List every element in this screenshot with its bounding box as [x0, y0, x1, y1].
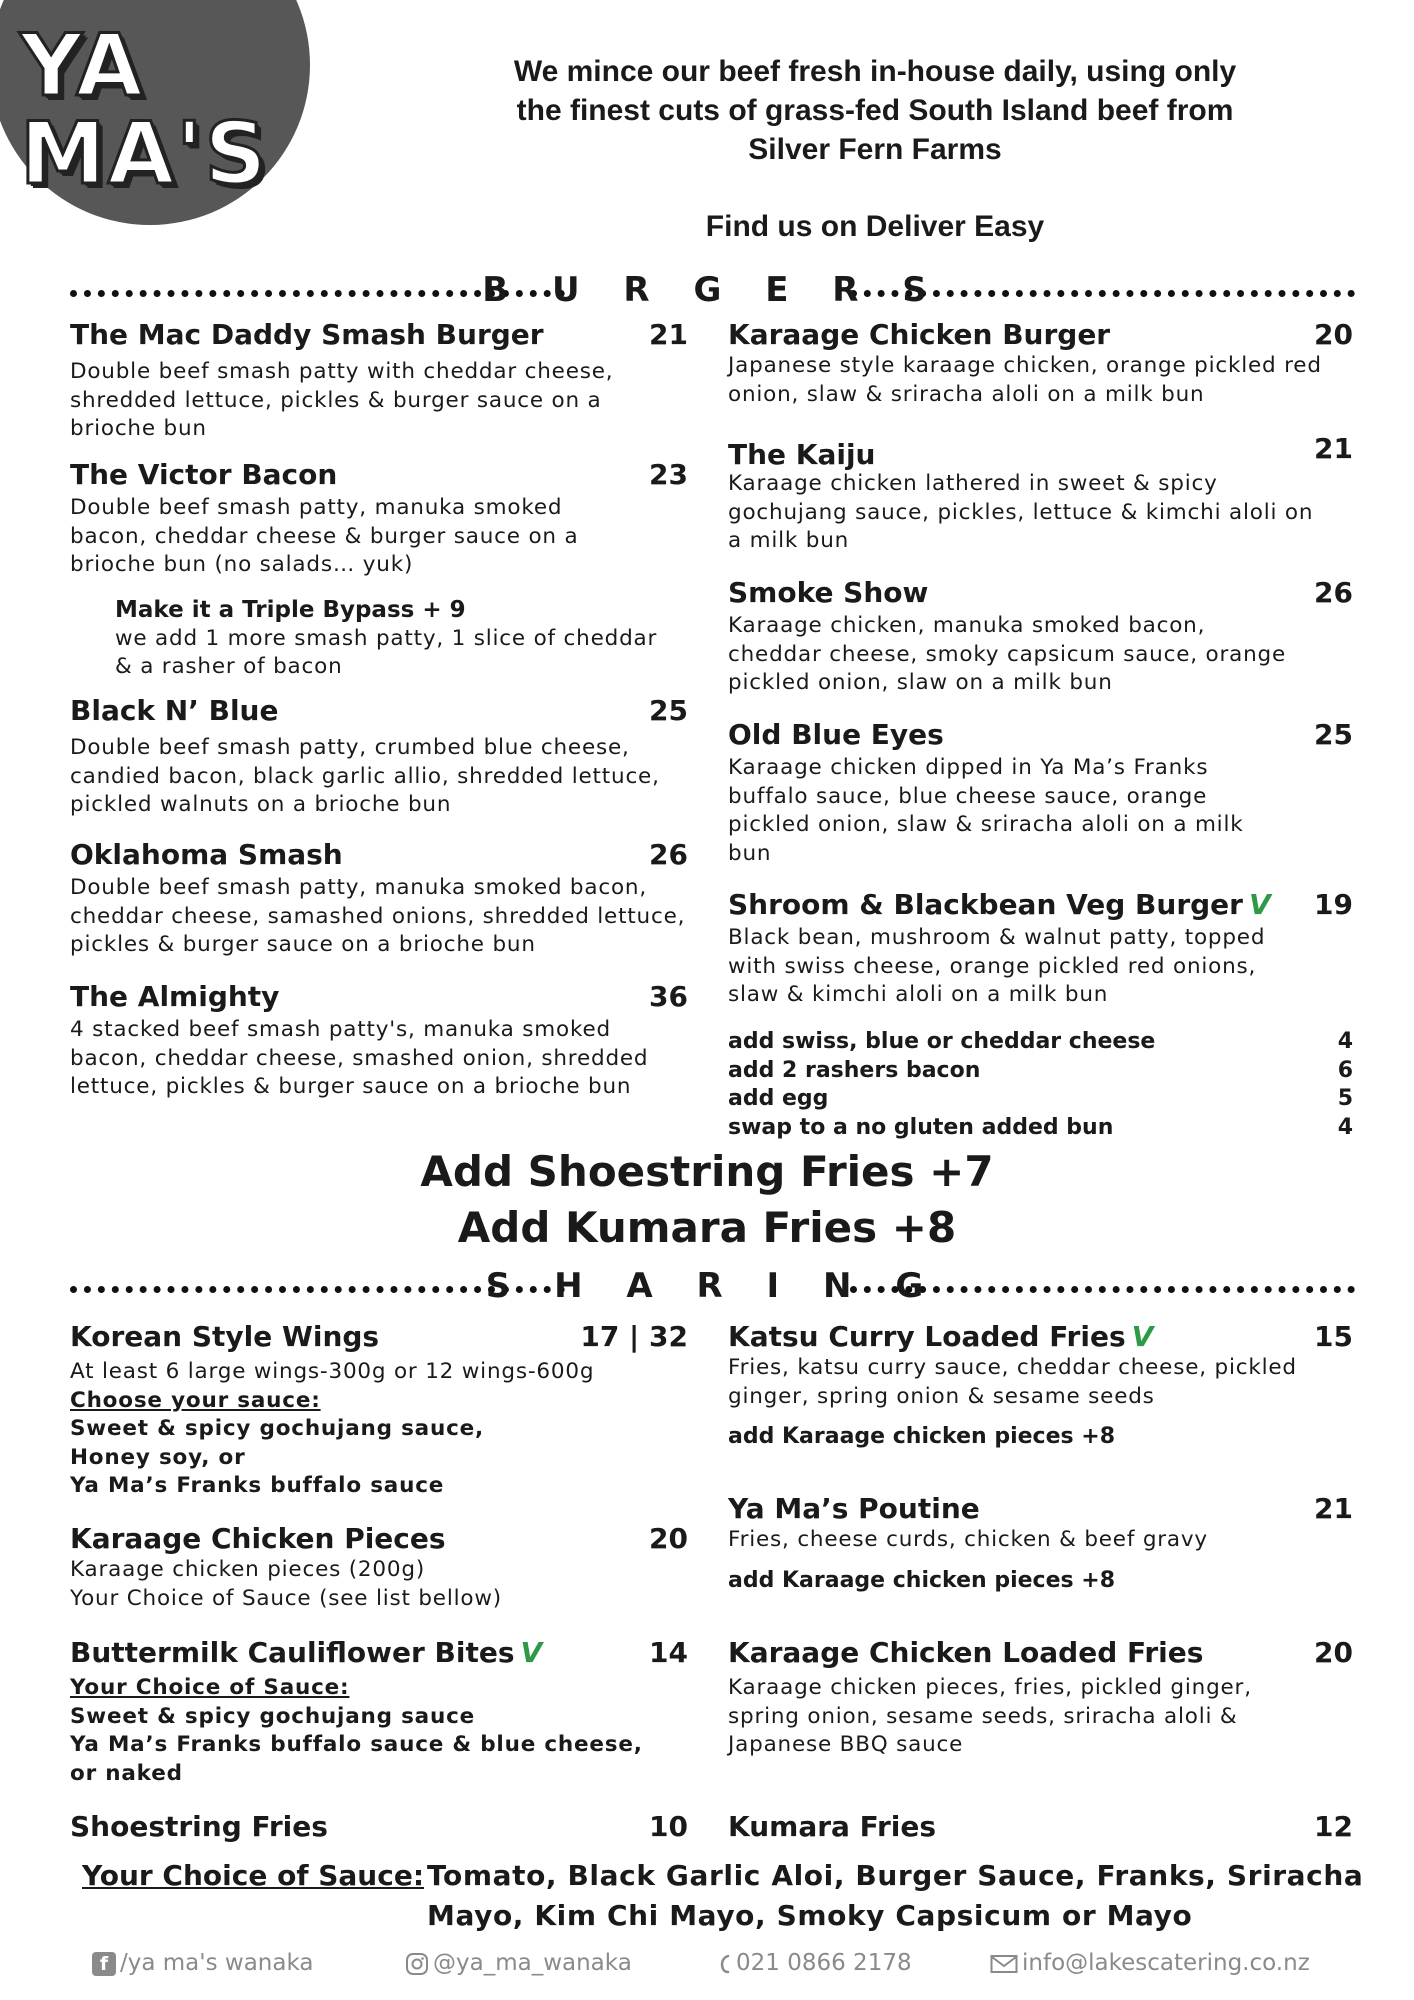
email-icon	[990, 1954, 1018, 1974]
item-price: 21	[1314, 432, 1353, 465]
facebook-contact[interactable]	[92, 1950, 313, 1980]
menu-item-mac-daddy	[70, 318, 688, 444]
menu-item-poutine	[728, 1492, 1353, 1595]
item-name: The Mac Daddy Smash Burger	[70, 318, 544, 351]
menu-item-korean-wings	[70, 1320, 688, 1501]
sharing-section-header	[70, 1266, 1355, 1306]
email-address: info@lakescatering.co.nz	[1022, 1950, 1310, 1976]
menu-item-old-blue-eyes	[728, 718, 1353, 868]
burgers-section-header	[70, 270, 1355, 310]
item-description: At least 6 large wings-300g or 12 wings-600g	[70, 1359, 595, 1384]
item-description: Double beef smash patty, manuka smoked bacon, cheddar cheese, samashed onions, shredded lettuce, pickles & burger sauce on a brioche bun	[70, 875, 686, 957]
extra-label: add swiss, blue or cheddar cheese	[728, 1029, 1156, 1054]
sauce-option: Ya Ma’s Franks buffalo sauce	[70, 1473, 445, 1498]
item-description: Karaage chicken dipped in Ya Ma’s Franks buffalo sauce, blue cheese sauce, orange pickled onion, slaw & sriracha aloli on a milk bun	[728, 755, 1244, 866]
vegetarian-icon: V	[1131, 1320, 1154, 1353]
item-name: Oklahoma Smash	[70, 838, 343, 871]
item-description: Japanese style karaage chicken, orange pickled red onion, slaw & sriracha aloli on a milk bun	[728, 353, 1322, 407]
item-description: Karaage chicken pieces, fries, pickled ginger, spring onion, sesame seeds, sriracha aloli & Japanese BBQ sauce	[728, 1675, 1252, 1757]
extra-label: add egg	[728, 1086, 829, 1111]
item-price: 10	[649, 1810, 688, 1843]
item-price: 25	[1314, 718, 1353, 751]
sauce-choice-list: Tomato, Black Garlic Aloi, Burger Sauce, Franks, Sriracha Mayo, Kim Chi Mayo, Smoky Capsicum or Mayo	[427, 1859, 1364, 1932]
menu-item-katsu-fries	[728, 1320, 1353, 1452]
item-name-text: Buttermilk Cauliflower Bites	[70, 1636, 515, 1669]
item-name: Shoestring Fries	[70, 1810, 328, 1843]
item-price: 20	[1314, 1636, 1353, 1669]
item-description: Double beef smash patty with cheddar cheese, shredded lettuce, pickles & burger sauce on a brioche bun	[70, 359, 614, 441]
menu-item-veg-burger	[728, 888, 1353, 1010]
add-kumara-fries: Add Kumara Fries +8	[457, 1203, 957, 1252]
item-name: The Almighty	[70, 980, 280, 1013]
facebook-handle: /ya ma's wanaka	[120, 1950, 314, 1976]
extra-label: swap to a no gluten added bun	[728, 1114, 1114, 1140]
menu-item-karaage-chicken-burger	[728, 318, 1353, 409]
intro-text	[440, 52, 1310, 246]
triple-bypass-title: Make it a Triple Bypass + 9	[115, 597, 466, 623]
item-description: Black bean, mushroom & walnut patty, topped with swiss cheese, orange pickled red onions, slaw & kimchi aloli on a milk bun	[728, 925, 1266, 1007]
menu-item-black-n-blue	[70, 694, 688, 820]
facebook-icon: f	[92, 1952, 116, 1976]
item-addon: add Karaage chicken pieces +8	[728, 1567, 1115, 1593]
item-price: 25	[649, 694, 688, 727]
item-name: The Victor Bacon	[70, 458, 338, 491]
phone-number: 021 0866 2178	[736, 1950, 912, 1976]
item-name: The Kaiju	[728, 438, 876, 471]
vegetarian-icon: V	[1248, 888, 1271, 921]
deliver-easy-note: Find us on Deliver Easy	[705, 210, 1045, 243]
logo	[20, 16, 300, 204]
extra-price: 4	[1337, 1029, 1353, 1054]
extra-price: 6	[1337, 1057, 1353, 1083]
extra-bacon	[728, 1057, 1353, 1086]
intro-line-3: Silver Fern Farms	[748, 133, 1002, 166]
menu-item-oklahoma-smash	[70, 838, 688, 960]
menu-item-the-kaiju	[728, 434, 1353, 556]
item-name: Karaage Chicken Burger	[728, 318, 1111, 351]
item-name	[728, 888, 1271, 921]
instagram-handle: @ya_ma_wanaka	[433, 1950, 632, 1976]
item-description: Double beef smash patty, crumbed blue cheese, candied bacon, black garlic allio, shredded lettuce, pickled walnuts on a brioche bun	[70, 735, 660, 817]
item-name: Ya Ma’s Poutine	[728, 1492, 980, 1525]
menu-item-the-almighty	[70, 980, 688, 1102]
phone-icon	[718, 1952, 732, 1976]
vegetarian-icon: V	[520, 1636, 543, 1669]
phone-contact[interactable]	[718, 1950, 912, 1980]
item-price: 36	[649, 980, 688, 1013]
extra-label: add 2 rashers bacon	[728, 1057, 981, 1083]
sauce-option: Honey soy, or	[70, 1444, 246, 1470]
intro-line-2: the finest cuts of grass-fed South Island beef from	[516, 94, 1234, 127]
menu-item-cauliflower-bites	[70, 1636, 688, 1788]
item-price: 20	[1314, 318, 1353, 351]
item-name-text: Shroom & Blackbean Veg Burger	[728, 888, 1243, 921]
instagram-icon	[405, 1952, 429, 1976]
item-description: Fries, cheese curds, chicken & beef gravy	[728, 1527, 1208, 1552]
extra-price: 5	[1337, 1086, 1353, 1111]
menu-item-shoestring-fries	[70, 1810, 688, 1850]
extra-cheese	[728, 1028, 1353, 1057]
sauce-heading: Choose your sauce:	[70, 1387, 321, 1413]
item-price: 26	[649, 838, 688, 871]
extra-gluten-free-bun	[728, 1114, 1353, 1143]
intro-line-1: We mince our beef fresh in-house daily, using only	[513, 55, 1237, 88]
menu-item-kumara-fries	[728, 1810, 1353, 1850]
item-price: 26	[1314, 576, 1353, 609]
sauce-heading: Your Choice of Sauce:	[70, 1675, 350, 1700]
item-description: Karaage chicken, manuka smoked bacon, cheddar cheese, smoky capsicum sauce, orange pickled onion, slaw on a milk bun	[728, 613, 1286, 695]
item-price: 19	[1314, 888, 1353, 921]
item-price: 15	[1314, 1320, 1353, 1353]
item-price: 14	[649, 1636, 688, 1669]
item-price: 17 | 32	[580, 1320, 688, 1353]
item-price: 12	[1314, 1810, 1353, 1843]
add-shoestring-fries: Add Shoestring Fries +7	[420, 1147, 994, 1196]
sauce-option: Ya Ma’s Franks buffalo sauce & blue cheese, or naked	[70, 1732, 643, 1786]
item-price: 21	[1314, 1492, 1353, 1525]
item-price: 23	[649, 458, 688, 491]
item-description: Karaage chicken pieces (200g)	[70, 1557, 426, 1582]
item-name: Old Blue Eyes	[728, 718, 944, 751]
triple-bypass-description: we add 1 more smash patty, 1 slice of cheddar & a rasher of bacon	[115, 625, 658, 679]
item-description: Your Choice of Sauce (see list bellow)	[70, 1585, 502, 1611]
extra-egg	[728, 1085, 1353, 1114]
instagram-contact[interactable]	[405, 1950, 632, 1980]
item-name: Korean Style Wings	[70, 1320, 380, 1353]
item-description: Karaage chicken lathered in sweet & spicy gochujang sauce, pickles, lettuce & kimchi aloli on a milk bun	[728, 471, 1314, 553]
burgers-title: B U R G E R S	[482, 270, 943, 310]
item-name	[70, 1636, 542, 1669]
item-name: Karaage Chicken Pieces	[70, 1522, 446, 1555]
menu-item-smoke-show	[728, 576, 1353, 698]
burger-extras	[728, 1028, 1353, 1142]
item-name: Kumara Fries	[728, 1810, 937, 1843]
email-contact[interactable]	[990, 1950, 1310, 1980]
extra-price: 4	[1337, 1114, 1353, 1140]
sauce-option: Sweet & spicy gochujang sauce,	[70, 1416, 484, 1441]
menu-item-karaage-pieces	[70, 1522, 688, 1613]
sharing-title: S H A R I N G	[485, 1266, 940, 1306]
item-price: 20	[649, 1522, 688, 1555]
item-name-text: Katsu Curry Loaded Fries	[728, 1320, 1126, 1353]
menu-item-victor-bacon	[70, 458, 688, 580]
sauce-option: Sweet & spicy gochujang sauce	[70, 1703, 476, 1729]
logo-line-2: MA'S	[20, 104, 269, 204]
triple-bypass-upgrade	[115, 596, 675, 682]
item-name: Karaage Chicken Loaded Fries	[728, 1636, 1204, 1669]
item-name: Smoke Show	[728, 576, 929, 609]
item-price: 21	[649, 318, 688, 351]
sauce-choice-label: Your Choice of Sauce:	[82, 1859, 425, 1892]
menu-item-karaage-loaded-fries	[728, 1636, 1353, 1760]
item-description: Double beef smash patty, manuka smoked bacon, cheddar cheese & burger sauce on a brioche bun (no salads… yuk)	[70, 495, 579, 577]
item-name: Black N’ Blue	[70, 694, 279, 727]
item-addon: add Karaage chicken pieces +8	[728, 1424, 1115, 1449]
item-name	[728, 1320, 1153, 1353]
item-description: Fries, katsu curry sauce, cheddar cheese, pickled ginger, spring onion & sesame seeds	[728, 1355, 1297, 1409]
item-description: 4 stacked beef smash patty's, manuka smoked bacon, cheddar cheese, smashed onion, shredded lettuce, pickles & burger sauce on a brioche bun	[70, 1017, 649, 1099]
logo-line-1: YA	[20, 16, 145, 116]
